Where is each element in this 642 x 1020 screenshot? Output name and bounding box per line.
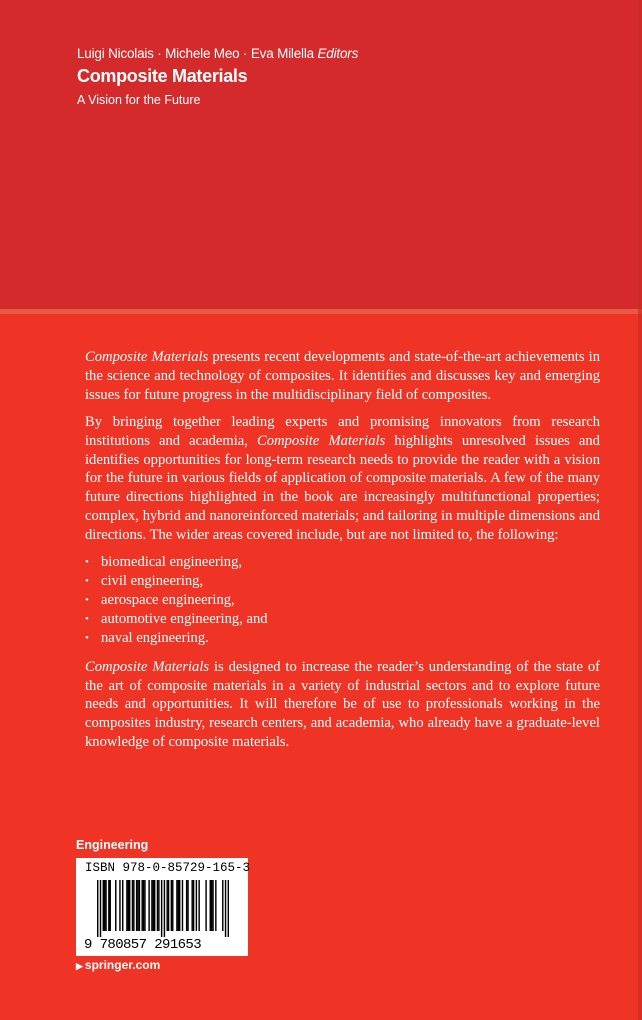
barcode-bar (164, 880, 165, 937)
barcode-bar (132, 880, 133, 931)
book-subtitle: A Vision for the Future (77, 93, 201, 107)
barcode-bar (178, 880, 179, 931)
arrow-right-icon: ▶ (76, 961, 83, 971)
barcode-bar (168, 880, 169, 931)
barcode-bar (110, 880, 111, 931)
barcode-bar (148, 880, 149, 931)
blurb-paragraph-2 (85, 413, 600, 545)
barcode-bar (141, 880, 142, 931)
barcode-bar (228, 880, 229, 937)
barcode-bar (158, 880, 159, 931)
list-item (85, 553, 600, 572)
barcode-bar (191, 880, 192, 931)
barcode-bar (211, 880, 212, 931)
barcode-bar (153, 880, 154, 931)
barcode-bar (154, 880, 155, 931)
band-divider (0, 309, 642, 314)
barcode-bar (119, 880, 120, 931)
barcode-bar (128, 880, 129, 931)
barcode-bar (210, 880, 211, 931)
barcode-bar (157, 880, 158, 931)
publisher-url: springer.com (84, 958, 161, 972)
barcode-bar (144, 880, 145, 931)
book-title: Composite Materials (77, 66, 248, 86)
list-item (85, 572, 600, 591)
barcode-bar (97, 880, 98, 937)
barcode-bar (137, 880, 138, 931)
barcode-bar (198, 880, 199, 931)
barcode-bar (193, 880, 194, 931)
list-item-text: aerospace engineering, (101, 591, 235, 608)
blurb-text: highlights unresolved issues and identifies opportunities for long-term research needs to provide the reader with a vision for the future in various fields of application of composite materials. A few of the many future directions highlighted in the book are increasingly multifunctional properties; complex, hybrid and nanoreinforced materials; and tailoring in multiple dimensions and directions. The wider areas covered include, but are not limited to, the following: (85, 432, 600, 544)
blurb-text: is designed to increase the reader’s understanding of the state of the art of composite materials in a variety of industrial sectors and to explore future needs and opportunities. It will therefore be of use to professionals working in the composites industry, research centers, and academia, who already have a graduate-level knowledge of composite materials. (85, 658, 600, 751)
barcode-bar (187, 880, 188, 931)
barcode-digits: 9 780857 291653 (84, 937, 202, 953)
barcode-bar (172, 880, 173, 931)
barcode-bar (108, 880, 109, 931)
barcode-bar (179, 880, 180, 931)
book-description (85, 348, 600, 760)
blurb-title-ref: Composite Materials (256, 432, 386, 449)
editors-role: Editors (317, 46, 359, 61)
barcode-bar (161, 880, 162, 937)
barcode-bar (103, 880, 104, 931)
editors-line (77, 46, 358, 61)
barcode-bar (176, 880, 177, 931)
list-item-text: automotive engineering, and (101, 610, 268, 627)
barcode-bar (186, 880, 187, 931)
barcode-bar (105, 880, 106, 931)
barcode-bar (225, 880, 226, 937)
list-item-text: naval engineering. (101, 629, 209, 646)
barcode-bar (133, 880, 134, 931)
barcode-bar (115, 880, 116, 931)
isbn-barcode-panel (76, 858, 251, 956)
subject-category: Engineering (76, 838, 149, 852)
barcode-bar (136, 880, 137, 931)
list-item (85, 591, 600, 610)
barcode-bar (182, 880, 183, 931)
isbn-label: ISBN 978-0-85729-165-3 (85, 861, 251, 875)
blurb-title-ref: Composite Materials (85, 349, 209, 365)
bullet-icon: • (85, 574, 89, 587)
list-item-text: civil engineering, (101, 572, 204, 589)
editors-names: Luigi Nicolais · Michele Meo · Eva Milella (77, 46, 314, 61)
barcode-bar (104, 880, 105, 931)
barcode-graphic (97, 880, 229, 937)
barcode-bar (222, 880, 223, 931)
list-item-text: biomedical engineering, (101, 554, 243, 571)
barcode-bar (122, 880, 123, 931)
barcode-bar (126, 880, 127, 931)
barcode-bar (205, 880, 206, 931)
bullet-icon: • (85, 631, 89, 644)
list-item (85, 629, 600, 648)
barcode-bar (139, 880, 140, 931)
blurb-text: By bringing together leading experts and promising innovators from research institutions and academia, (85, 413, 600, 449)
barcode-bar (100, 880, 101, 937)
barcode-bar (166, 880, 167, 931)
barcode-bar (196, 880, 197, 931)
publisher-link[interactable] (76, 958, 160, 972)
barcode-bar (143, 880, 144, 931)
blurb-paragraph-3 (85, 658, 600, 753)
bullet-icon: • (85, 612, 89, 625)
barcode-bar (171, 880, 172, 931)
bullet-icon: • (85, 556, 89, 569)
blurb-paragraph-1 (85, 348, 600, 405)
barcode-bar (129, 880, 130, 931)
blurb-text: presents recent developments and state-of-the-art achievements in the science and technology of composites. It identifies and discusses key and emerging issues for future progress in the multidisciplinary field of composites. (85, 349, 600, 403)
barcode-bar (151, 880, 152, 931)
barcode-bar (215, 880, 216, 931)
areas-list (85, 553, 600, 648)
spine-edge (638, 0, 642, 1020)
list-item (85, 610, 600, 629)
blurb-title-ref: Composite Materials (85, 658, 210, 675)
barcode-bar (212, 880, 213, 931)
bullet-icon: • (85, 593, 89, 606)
